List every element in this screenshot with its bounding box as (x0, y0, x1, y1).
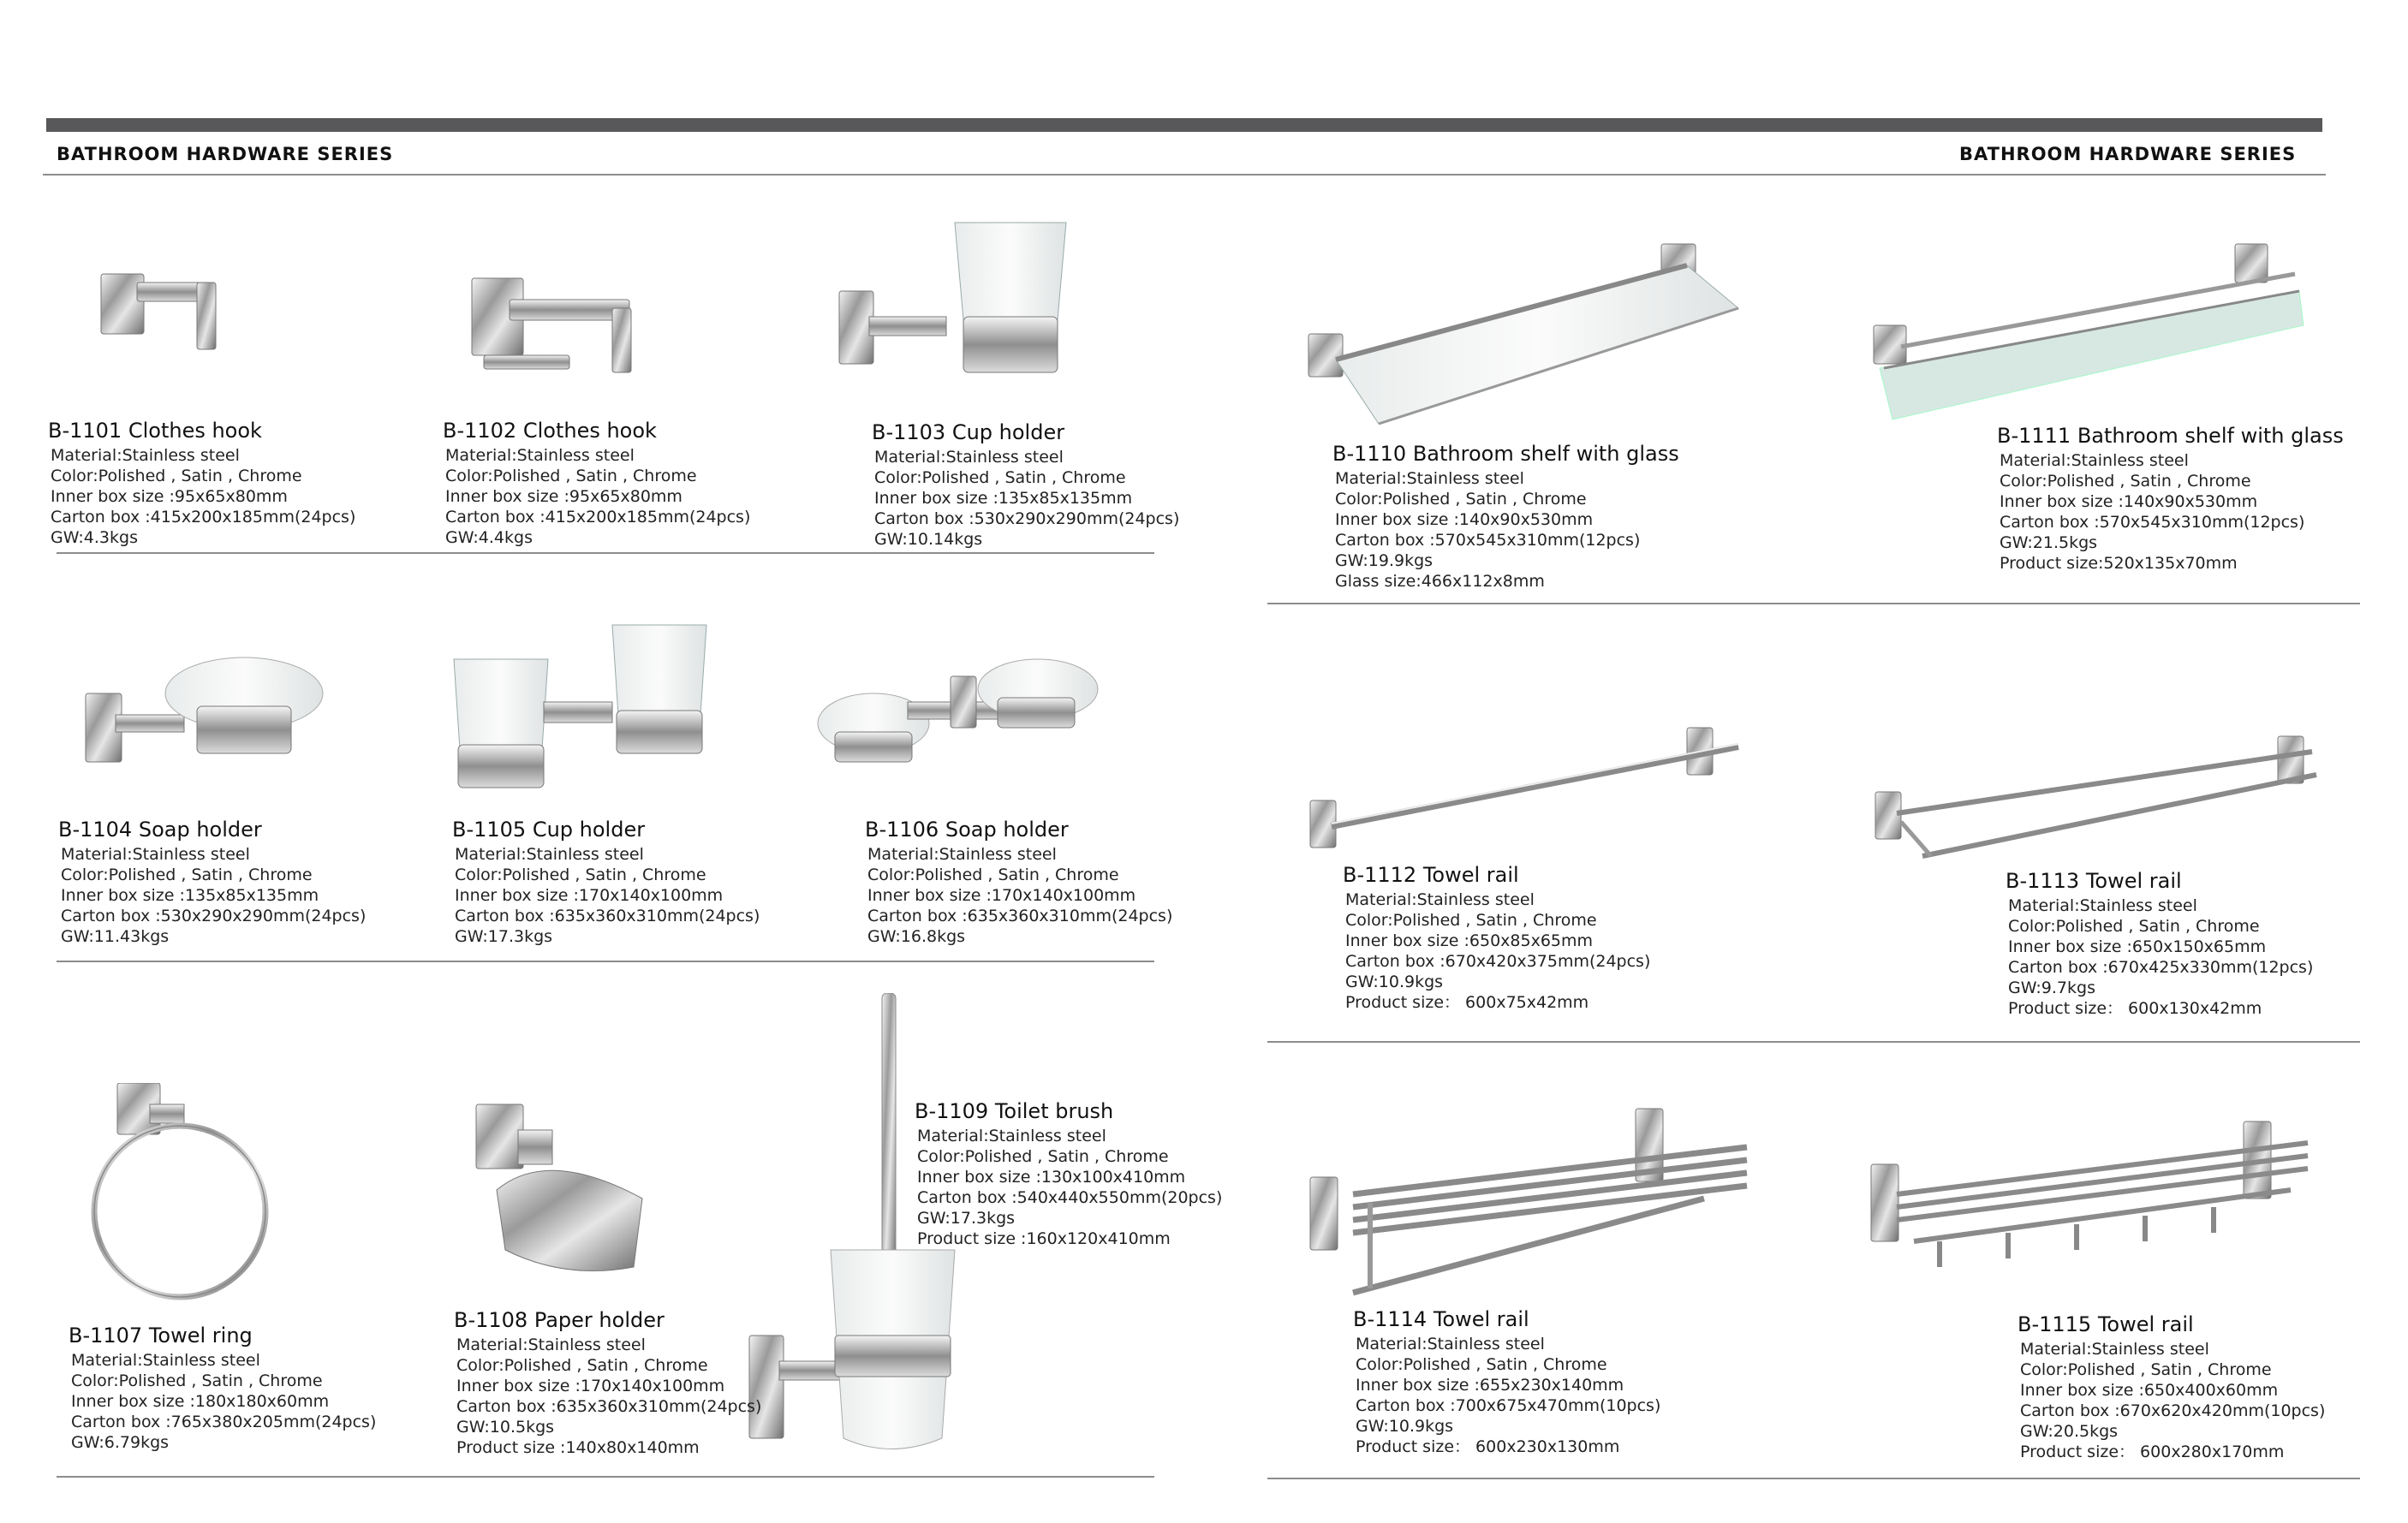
product-title: B-1106 Soap holder (865, 818, 1069, 842)
spec-carton-box: Carton box :530x290x290mm(24pcs) (874, 509, 1180, 528)
spec-inner-box: Inner box size :170x140x100mm (455, 886, 724, 905)
spec-material: Material:Stainless steel (456, 1336, 646, 1354)
product-title: B-1101 Clothes hook (48, 419, 262, 443)
spec-inner-box: Inner box size :140x90x530mm (1335, 510, 1594, 529)
spec-product-size: Product size： 600x230x130mm (1356, 1437, 1620, 1456)
product-title: B-1104 Soap holder (58, 818, 262, 842)
spec-product-size: Product size :140x80x140mm (456, 1438, 700, 1457)
spec-carton-box: Carton box :670x420x375mm(24pcs) (1345, 952, 1651, 971)
series-title-right: BATHROOM HARDWARE SERIES (1959, 144, 2297, 164)
spec-gw: GW:17.3kgs (917, 1209, 1016, 1228)
row-divider (57, 961, 1154, 962)
spec-carton-box: Carton box :670x620x420mm(10pcs) (2020, 1401, 2326, 1420)
spec-color: Color:Polished , Satin , Chrome (1356, 1355, 1607, 1374)
spec-material: Material:Stainless steel (445, 446, 635, 465)
header-bar (46, 118, 2322, 132)
spec-carton-box: Carton box :765x380x205mm(24pcs) (71, 1413, 377, 1431)
spec-carton-box: Carton box :530x290x290mm(24pcs) (61, 907, 367, 925)
spec-gw: GW:21.5kgs (2000, 533, 2098, 552)
paper-holder-image (471, 1096, 659, 1301)
spec-gw: GW:10.14kgs (874, 530, 983, 549)
spec-carton-box: Carton box :415x200x185mm(24pcs) (51, 508, 356, 527)
product-title: B-1108 Paper holder (454, 1308, 665, 1332)
double-towel-rail-image (1867, 728, 2329, 873)
spec-material: Material:Stainless steel (2008, 896, 2197, 915)
product-title: B-1103 Cup holder (872, 420, 1065, 444)
product-b1106 (865, 817, 1172, 947)
product-b1110 (1332, 441, 1679, 592)
product-title: B-1105 Cup holder (452, 818, 646, 842)
spec-carton-box: Carton box :635x360x310mm(24pcs) (867, 907, 1173, 925)
double-soap-holder-image (814, 651, 1105, 770)
product-b1104 (58, 817, 366, 947)
spec-inner-box: Inner box size :95x65x80mm (445, 487, 682, 506)
cup-holder-image (835, 214, 1075, 385)
product-b1107 (69, 1323, 376, 1453)
product-b1105 (452, 817, 760, 947)
spec-carton-box: Carton box :570x545x310mm(12pcs) (2000, 513, 2305, 532)
row-divider (57, 552, 1154, 554)
spec-material: Material:Stainless steel (917, 1127, 1106, 1145)
spec-gw: GW:19.9kgs (1335, 551, 1433, 570)
spec-color: Color:Polished , Satin , Chrome (1345, 911, 1597, 930)
row-divider (1267, 603, 2360, 604)
spec-material: Material:Stainless steel (1335, 469, 1524, 488)
glass-shelf-image (1302, 240, 1755, 428)
spec-color: Color:Polished , Satin , Chrome (456, 1356, 708, 1375)
double-cup-holder-image (450, 616, 715, 796)
product-title: B-1107 Towel ring (69, 1324, 253, 1347)
towel-ring-image (81, 1083, 278, 1314)
series-title-left: BATHROOM HARDWARE SERIES (57, 144, 394, 164)
spec-material: Material:Stainless steel (51, 446, 240, 465)
double-hook-image (467, 261, 655, 390)
spec-material: Material:Stainless steel (1356, 1335, 1545, 1353)
spec-inner-box: Inner box size :95x65x80mm (51, 487, 288, 506)
spec-color: Color:Polished , Satin , Chrome (874, 468, 1126, 487)
spec-product-size: Product size： 600x75x42mm (1345, 993, 1589, 1012)
spec-color: Color:Polished , Satin , Chrome (71, 1371, 323, 1390)
spec-color: Color:Polished , Satin , Chrome (61, 866, 313, 884)
towel-rail-image (1302, 719, 1755, 856)
spec-gw: GW:4.4kgs (445, 528, 533, 547)
spec-carton-box: Carton box :635x360x310mm(24pcs) (456, 1397, 762, 1416)
header-rule (43, 174, 2326, 176)
spec-glass-size: Glass size:466x112x8mm (1335, 572, 1545, 591)
spec-color: Color:Polished , Satin , Chrome (455, 866, 706, 884)
spec-gw: GW:4.3kgs (51, 528, 138, 547)
spec-gw: GW:6.79kgs (71, 1433, 170, 1452)
spec-material: Material:Stainless steel (867, 845, 1057, 864)
spec-color: Color:Polished , Satin , Chrome (2000, 472, 2251, 491)
spec-color: Color:Polished , Satin , Chrome (1335, 490, 1587, 509)
spec-inner-box: Inner box size :650x85x65mm (1345, 931, 1594, 950)
product-title: B-1111 Bathroom shelf with glass (1997, 424, 2344, 448)
towel-rack-image (1302, 1100, 1764, 1297)
spec-inner-box: Inner box size :130x100x410mm (917, 1168, 1186, 1187)
product-b1101 (48, 418, 355, 548)
product-title: B-1115 Towel rail (2018, 1312, 2194, 1336)
spec-inner-box: Inner box size :655x230x140mm (1356, 1376, 1624, 1395)
spec-material: Material:Stainless steel (455, 845, 644, 864)
spec-material: Material:Stainless steel (71, 1351, 260, 1370)
spec-inner-box: Inner box size :170x140x100mm (456, 1377, 725, 1395)
spec-product-size: Product size :160x120x410mm (917, 1229, 1171, 1248)
spec-inner-box: Inner box size :650x150x65mm (2008, 937, 2267, 956)
glass-shelf-rail-image (1867, 240, 2312, 437)
spec-carton-box: Carton box :415x200x185mm(24pcs) (445, 508, 751, 527)
clothes-hook-image (94, 248, 248, 360)
spec-color: Color:Polished , Satin , Chrome (917, 1147, 1169, 1166)
spec-product-size: Product size： 600x280x170mm (2020, 1443, 2285, 1461)
spec-color: Color:Polished , Satin , Chrome (2008, 917, 2260, 936)
spec-inner-box: Inner box size :135x85x135mm (874, 489, 1133, 508)
spec-carton-box: Carton box :635x360x310mm(24pcs) (455, 907, 760, 925)
product-title: B-1112 Towel rail (1343, 863, 1519, 887)
spec-gw: GW:20.5kgs (2020, 1422, 2119, 1441)
spec-material: Material:Stainless steel (874, 448, 1064, 467)
product-b1113 (2006, 868, 2313, 1019)
product-b1102 (443, 418, 750, 548)
product-b1114 (1353, 1306, 1660, 1457)
product-b1108 (454, 1307, 761, 1458)
spec-product-size: Product size:520x135x70mm (2000, 554, 2238, 573)
spec-material: Material:Stainless steel (1345, 890, 1535, 909)
spec-material: Material:Stainless steel (2020, 1340, 2209, 1359)
spec-gw: GW:10.9kgs (1356, 1417, 1454, 1436)
spec-inner-box: Inner box size :650x400x60mm (2020, 1381, 2279, 1400)
row-divider (57, 1476, 1154, 1478)
spec-inner-box: Inner box size :140x90x530mm (2000, 492, 2258, 511)
spec-product-size: Product size： 600x130x42mm (2008, 999, 2262, 1018)
spec-gw: GW:16.8kgs (867, 927, 966, 946)
spec-carton-box: Carton box :670x425x330mm(12pcs) (2008, 958, 2314, 977)
spec-color: Color:Polished , Satin , Chrome (445, 467, 697, 485)
product-title: B-1102 Clothes hook (443, 419, 657, 443)
spec-gw: GW:10.5kgs (456, 1418, 555, 1437)
spec-material: Material:Stainless steel (2000, 451, 2189, 470)
spec-material: Material:Stainless steel (61, 845, 250, 864)
spec-color: Color:Polished , Satin , Chrome (51, 467, 302, 485)
product-title: B-1113 Towel rail (2006, 869, 2182, 893)
product-b1112 (1343, 862, 1650, 1013)
product-title: B-1109 Toilet brush (915, 1099, 1114, 1123)
spec-gw: GW:10.9kgs (1345, 973, 1444, 991)
towel-rack-hooks-image (1863, 1113, 2325, 1284)
product-title: B-1110 Bathroom shelf with glass (1332, 442, 1679, 466)
spec-carton-box: Carton box :570x545x310mm(12pcs) (1335, 531, 1641, 550)
spec-gw: GW:17.3kgs (455, 927, 553, 946)
soap-holder-image (81, 646, 330, 775)
row-divider (1267, 1041, 2360, 1043)
product-b1115 (2018, 1312, 2325, 1462)
spec-carton-box: Carton box :540x440x550mm(20pcs) (917, 1188, 1223, 1207)
spec-inner-box: Inner box size :135x85x135mm (61, 886, 319, 905)
row-divider (1267, 1478, 2360, 1479)
product-title: B-1114 Towel rail (1353, 1307, 1529, 1331)
spec-color: Color:Polished , Satin , Chrome (867, 866, 1119, 884)
product-b1109 (915, 1098, 1222, 1249)
spec-color: Color:Polished , Satin , Chrome (2020, 1360, 2272, 1379)
spec-gw: GW:11.43kgs (61, 927, 170, 946)
spec-carton-box: Carton box :700x675x470mm(10pcs) (1356, 1396, 1661, 1415)
spec-inner-box: Inner box size :180x180x60mm (71, 1392, 330, 1411)
spec-inner-box: Inner box size :170x140x100mm (867, 886, 1136, 905)
spec-gw: GW:9.7kgs (2008, 979, 2095, 997)
product-b1111 (1997, 423, 2344, 574)
product-b1103 (872, 419, 1179, 550)
